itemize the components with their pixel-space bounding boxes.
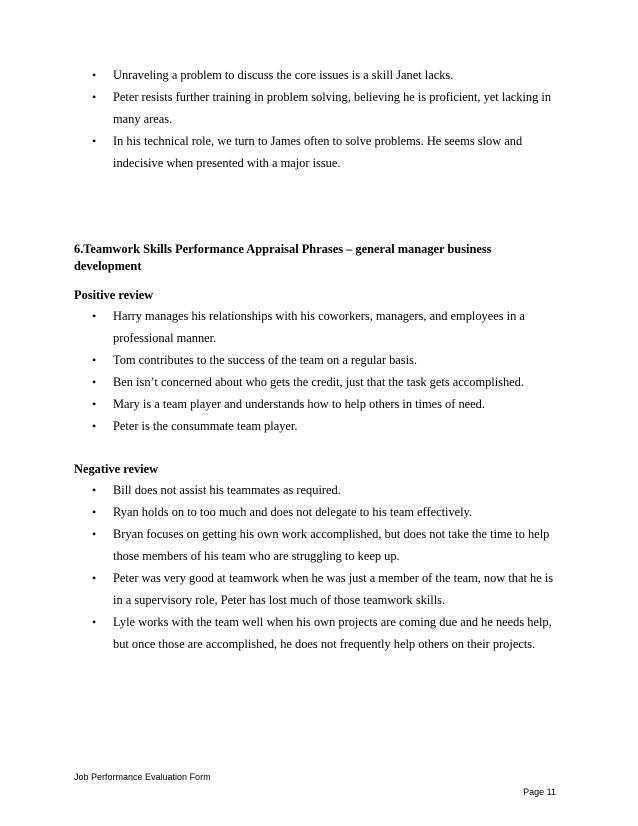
list-item — [0, 415, 638, 437]
list-item-text: In his technical role, we turn to James often to solve problems. He seems slow and indecisive when presented with a major issue. — [113, 134, 523, 170]
list-item-text: Lyle works with the team well when his own projects are coming due and he needs help, but once those are accomplished, he does not frequently help others on their projects. — [113, 615, 552, 651]
list-item — [0, 393, 638, 415]
intro-bullet-list — [0, 64, 638, 174]
bullet-icon: • — [92, 571, 97, 585]
bullet-icon: • — [92, 90, 97, 104]
list-item-text: Bill does not assist his teammates as required. — [113, 483, 341, 497]
positive-review-title: Positive review — [74, 288, 154, 302]
page-number: Page 11 — [523, 787, 556, 797]
list-item — [0, 567, 638, 611]
footer-form-title: Job Performance Evaluation Form — [74, 772, 211, 782]
bullet-icon: • — [92, 68, 97, 82]
bullet-icon: • — [92, 375, 97, 389]
bullet-icon: • — [92, 615, 97, 629]
bullet-icon: • — [92, 483, 97, 497]
bullet-icon: • — [92, 309, 97, 323]
list-item-text: Peter was very good at teamwork when he was just a member of the team, now that he is in a supervisory role, Peter has lost much of those teamwork skills. — [113, 571, 554, 607]
negative-review-title: Negative review — [74, 462, 159, 476]
list-item — [0, 501, 638, 523]
list-item — [0, 349, 638, 371]
list-item-text: Harry manages his relationships with his coworkers, managers, and employees in a professional manner. — [113, 309, 525, 345]
list-item-text: Peter is the consummate team player. — [113, 419, 298, 433]
bullet-icon: • — [92, 505, 97, 519]
list-item-text: Ryan holds on to too much and does not delegate to his team effectively. — [113, 505, 473, 519]
list-item — [0, 305, 638, 349]
list-item-text: Mary is a team player and understands how to help others in times of need. — [113, 397, 485, 411]
list-item — [0, 523, 638, 567]
bullet-icon: • — [92, 353, 97, 367]
bullet-icon: • — [92, 397, 97, 411]
section-heading: 6.Teamwork Skills Performance Appraisal Phrases – general manager business development — [74, 242, 492, 273]
bullet-icon: • — [92, 134, 97, 148]
positive-review-list — [0, 305, 638, 437]
list-item-text: Peter resists further training in problem solving, believing he is proficient, yet lacking in many areas. — [113, 90, 552, 126]
list-item — [0, 371, 638, 393]
list-item — [0, 130, 638, 174]
list-item-text: Bryan focuses on getting his own work accomplished, but does not take the time to help those members of his team who are struggling to keep up. — [113, 527, 550, 563]
list-item-text: Unraveling a problem to discuss the core issues is a skill Janet lacks. — [113, 68, 454, 82]
list-item — [0, 479, 638, 501]
bullet-icon: • — [92, 419, 97, 433]
bullet-icon: • — [92, 527, 97, 541]
list-item-text: Tom contributes to the success of the team on a regular basis. — [113, 353, 417, 367]
list-item — [0, 611, 638, 655]
list-item — [0, 64, 638, 86]
list-item-text: Ben isn’t concerned about who gets the credit, just that the task gets accomplished. — [113, 375, 524, 389]
list-item — [0, 86, 638, 130]
negative-review-list — [0, 479, 638, 655]
